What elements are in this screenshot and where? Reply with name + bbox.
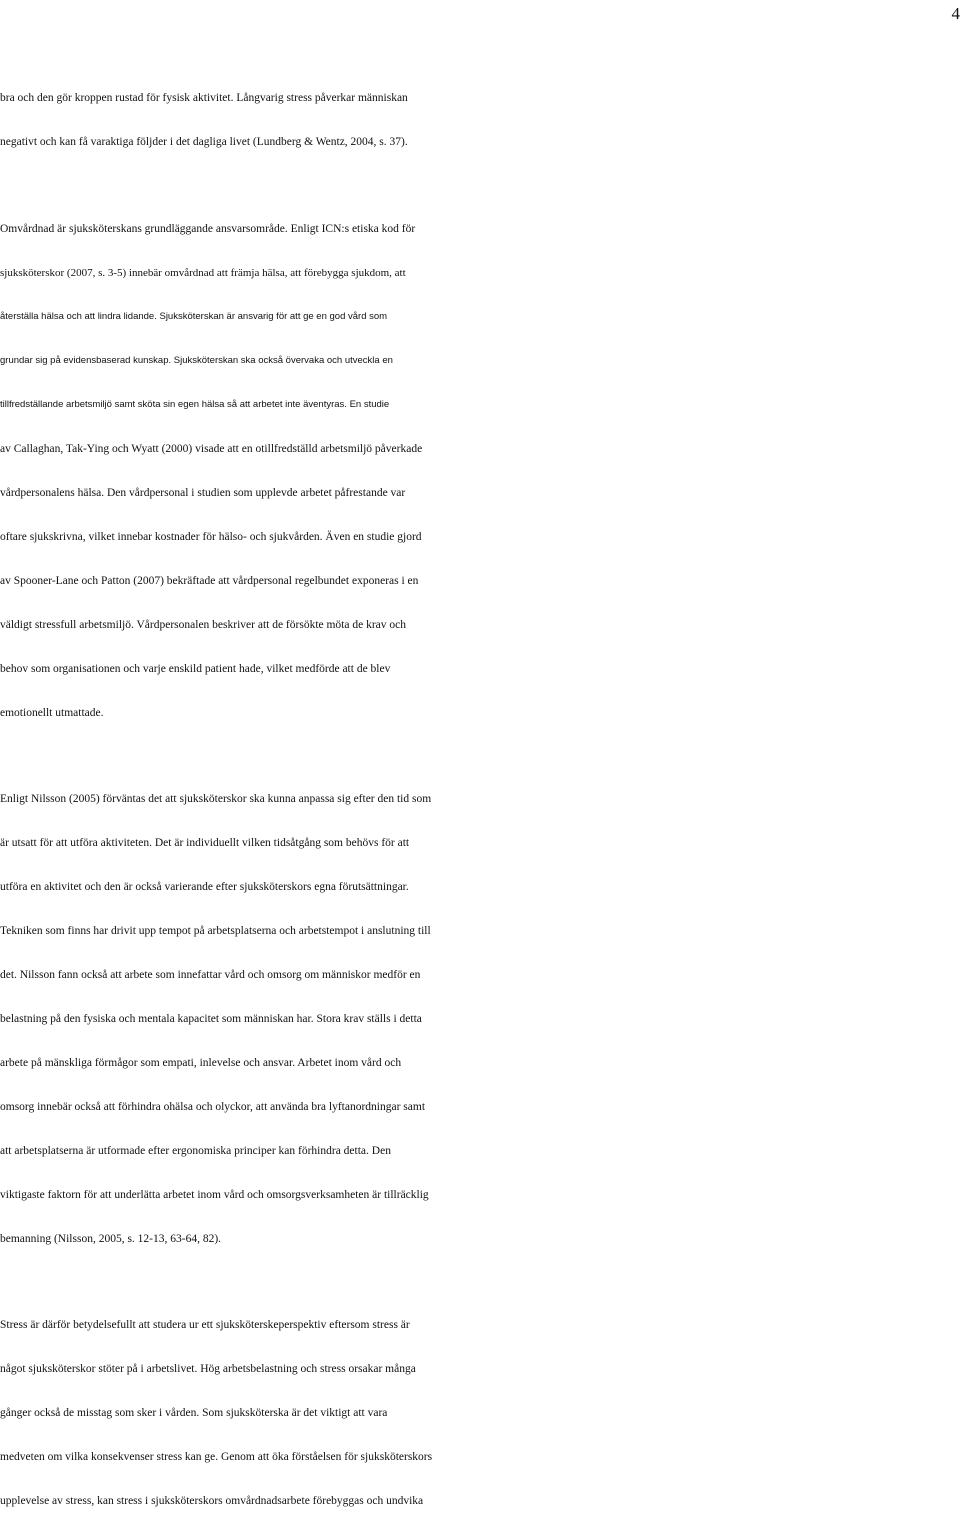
paragraph-line: viktigaste faktorn för att underlätta arbetet inom vård och omsorgsverksamheten är tillräcklig [0, 1173, 960, 1217]
paragraph-line: medveten om vilka konsekvenser stress kan ge. Genom att öka förståelsen för sjuksköterskors [0, 1435, 960, 1479]
paragraph-4 [0, 1303, 960, 1523]
paragraph-line: vårdpersonalens hälsa. Den vårdpersonal i studien som upplevde arbetet påfrestande var [0, 471, 960, 515]
paragraph-line: behov som organisationen och varje enskild patient hade, vilket medförde att de blev [0, 647, 960, 691]
paragraph-1 [0, 76, 960, 164]
paragraph-line: gånger också de misstag som sker i vården. Som sjuksköterska är det viktigt att vara [0, 1391, 960, 1435]
paragraph-line: av Callaghan, Tak-Ying och Wyatt (2000) visade att en otillfredställd arbetsmiljö påverkade [0, 427, 960, 471]
paragraph-line: utföra en aktivitet och den är också varierande efter sjuksköterskors egna förutsättningar. [0, 865, 960, 909]
paragraph-line: omsorg innebär också att förhindra ohälsa och olyckor, att använda bra lyftanordningar samt [0, 1085, 960, 1129]
paragraph-line: tillfredställande arbetsmiljö samt sköta sin egen hälsa så att arbetet inte äventyras. En studie [0, 383, 960, 427]
paragraph-line: negativt och kan få varaktiga följder i det dagliga livet (Lundberg & Wentz, 2004, s. 37). [0, 120, 960, 164]
paragraph-line: sjuksköterskor (2007, s. 3-5) innebär omvårdnad att främja hälsa, att förebygga sjukdom, att [0, 251, 960, 295]
paragraph-line: av Spooner-Lane och Patton (2007) bekräftade att vårdpersonal regelbundet exponeras i en [0, 559, 960, 603]
paragraph-line: Stress är därför betydelsefullt att studera ur ett sjuksköterskeperspektiv eftersom stress är [0, 1303, 960, 1347]
paragraph-2 [0, 207, 960, 735]
paragraph-3 [0, 777, 960, 1261]
paragraph-line: upplevelse av stress, kan stress i sjuksköterskors omvårdnadsarbete förebyggas och undvika [0, 1479, 960, 1523]
paragraph-line: emotionellt utmattade. [0, 691, 960, 735]
paragraph-line: belastning på den fysiska och mentala kapacitet som människan har. Stora krav ställs i detta [0, 997, 960, 1041]
paragraph-line: är utsatt för att utföra aktiviteten. Det är individuellt vilken tidsåtgång som behövs för att [0, 821, 960, 865]
paragraph-line: bemanning (Nilsson, 2005, s. 12-13, 63-64, 82). [0, 1217, 960, 1261]
paragraph-line: Enligt Nilsson (2005) förväntas det att sjuksköterskor ska kunna anpassa sig efter den tid som [0, 777, 960, 821]
paragraph-line: att arbetsplatserna är utformade efter ergonomiska principer kan förhindra detta. Den [0, 1129, 960, 1173]
paragraph-line: återställa hälsa och att lindra lidande. Sjuksköterskan är ansvarig för att ge en god vård som [0, 295, 960, 339]
paragraph-line: något sjuksköterskor stöter på i arbetslivet. Hög arbetsbelastning och stress orsakar många [0, 1347, 960, 1391]
page-number: 4 [952, 4, 960, 24]
paragraph-line: grundar sig på evidensbaserad kunskap. Sjuksköterskan ska också övervaka och utveckla en [0, 339, 960, 383]
paragraph-line: Omvårdnad är sjuksköterskans grundläggande ansvarsområde. Enligt ICN:s etiska kod för [0, 207, 960, 251]
paragraph-line: väldigt stressfull arbetsmiljö. Vårdpersonalen beskriver att de försökte möta de krav och [0, 603, 960, 647]
paragraph-line: bra och den gör kroppen rustad för fysisk aktivitet. Långvarig stress påverkar människan [0, 76, 960, 120]
paragraph-line: det. Nilsson fann också att arbete som innefattar vård och omsorg om människor medför en [0, 953, 960, 997]
paragraph-line: Tekniken som finns har drivit upp tempot på arbetsplatserna och arbetstempot i anslutning till [0, 909, 960, 953]
paragraph-line: arbete på mänskliga förmågor som empati, inlevelse och ansvar. Arbetet inom vård och [0, 1041, 960, 1085]
paragraph-line: oftare sjukskrivna, vilket innebar kostnader för hälso- och sjukvården. Även en studie gjord [0, 515, 960, 559]
